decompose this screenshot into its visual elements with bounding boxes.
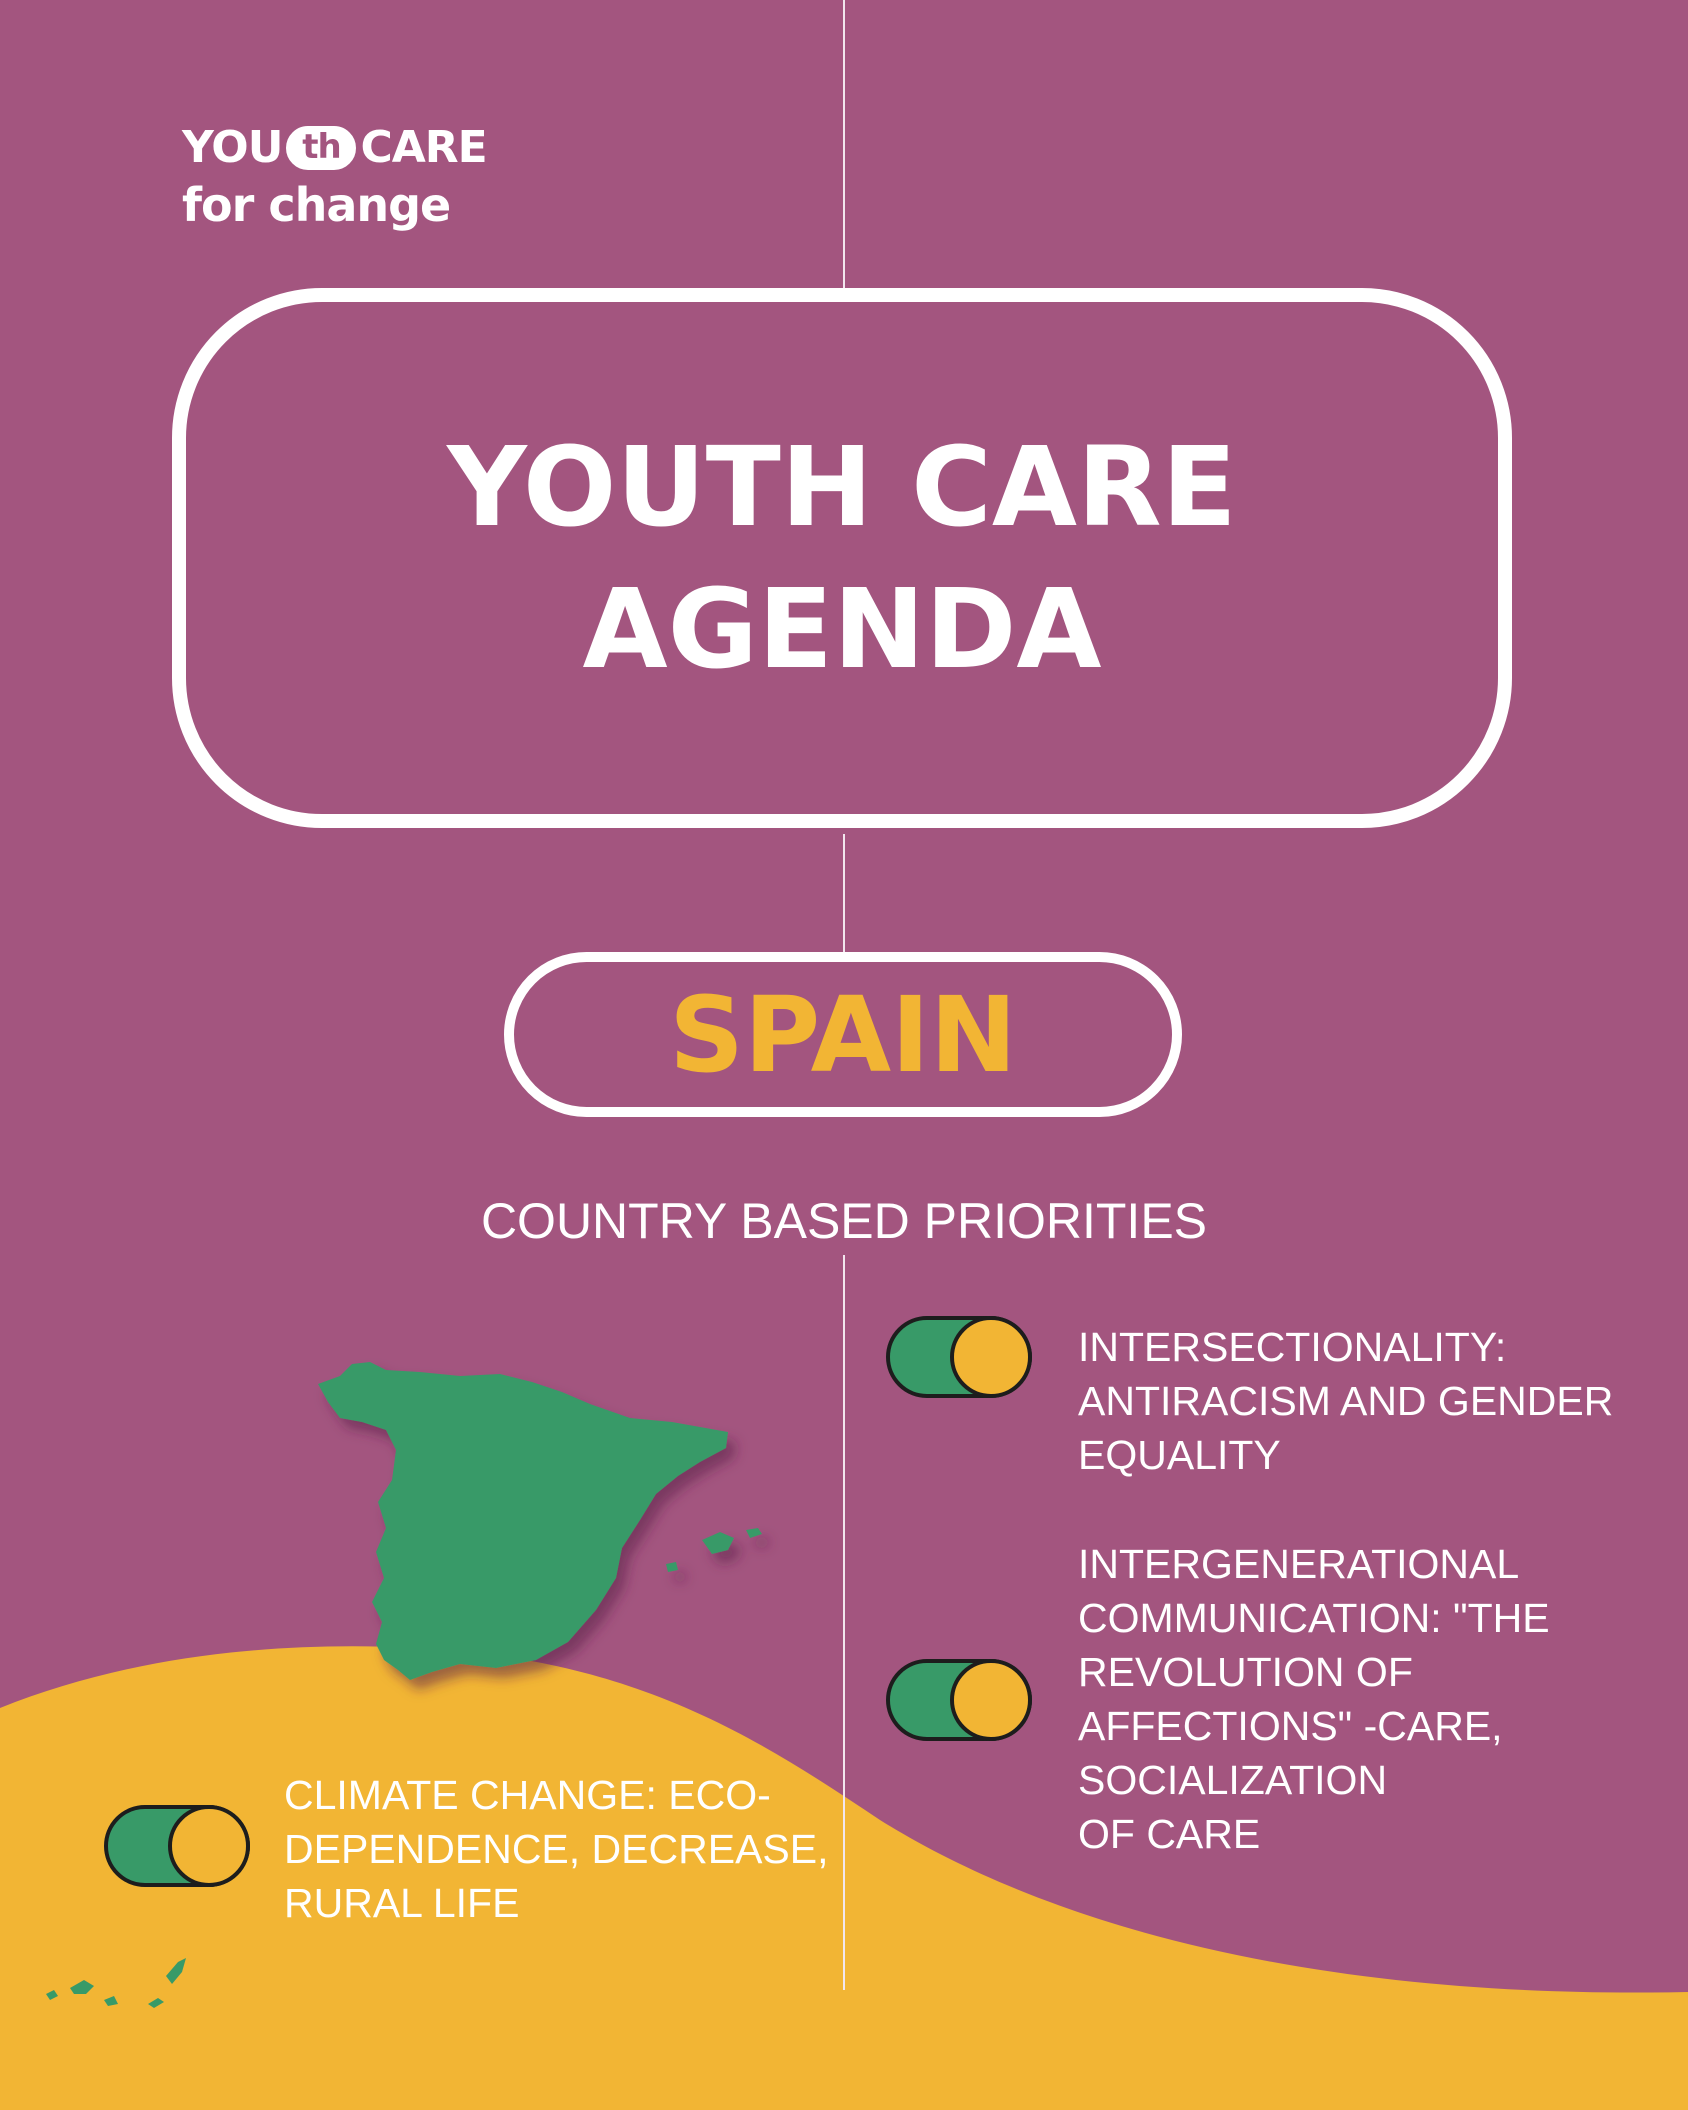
title-frame [172, 288, 1512, 828]
priority-text-line: AFFECTIONS" -CARE, [1078, 1703, 1503, 1749]
canary-islands-icon [40, 1950, 200, 2020]
priority-text-line: INTERSECTIONALITY: [1078, 1324, 1507, 1370]
logo-text-you: YOU [182, 122, 283, 173]
logo-text-care: CARE [360, 122, 487, 173]
priority-text-line: OF CARE [1078, 1811, 1261, 1857]
page-title-line-1: YOUTH CARE [447, 423, 1237, 551]
toggle-switch-icon [104, 1805, 250, 1887]
logo-badge: th [286, 126, 356, 170]
priority-text-line: INTERGENERATIONAL [1078, 1541, 1520, 1587]
priority-text-line: COMMUNICATION: "THE [1078, 1595, 1550, 1641]
priority-text-line: RURAL LIFE [284, 1880, 520, 1926]
country-name: SPAIN [669, 973, 1017, 1096]
country-badge [504, 952, 1182, 1117]
logo-text-for-change: for change [182, 178, 451, 232]
toggle-switch-icon [886, 1659, 1032, 1741]
toggle-knob [168, 1805, 250, 1887]
priority-climate-change [284, 1768, 829, 1930]
priority-text-line: REVOLUTION OF [1078, 1649, 1413, 1695]
priority-text-line: SOCIALIZATION [1078, 1757, 1388, 1803]
priority-text-line: DEPENDENCE, DECREASE, [284, 1826, 829, 1872]
divider-line-top [843, 0, 845, 288]
divider-line-bottom [843, 1255, 845, 1990]
logo [182, 122, 502, 234]
section-subtitle: COUNTRY BASED PRIORITIES [480, 1193, 1208, 1249]
priority-text-line: ANTIRACISM AND GENDER [1078, 1378, 1614, 1424]
toggle-knob [950, 1659, 1032, 1741]
priority-intergenerational [1078, 1537, 1550, 1861]
page-title-line-2: AGENDA [582, 565, 1102, 693]
toggle-switch-icon [886, 1316, 1032, 1398]
toggle-knob [950, 1316, 1032, 1398]
spain-map-icon [300, 1352, 780, 1712]
priority-text-line: EQUALITY [1078, 1432, 1281, 1478]
priority-intersectionality [1078, 1320, 1613, 1482]
priority-text-line: CLIMATE CHANGE: ECO- [284, 1772, 771, 1818]
divider-line-middle [843, 834, 845, 952]
